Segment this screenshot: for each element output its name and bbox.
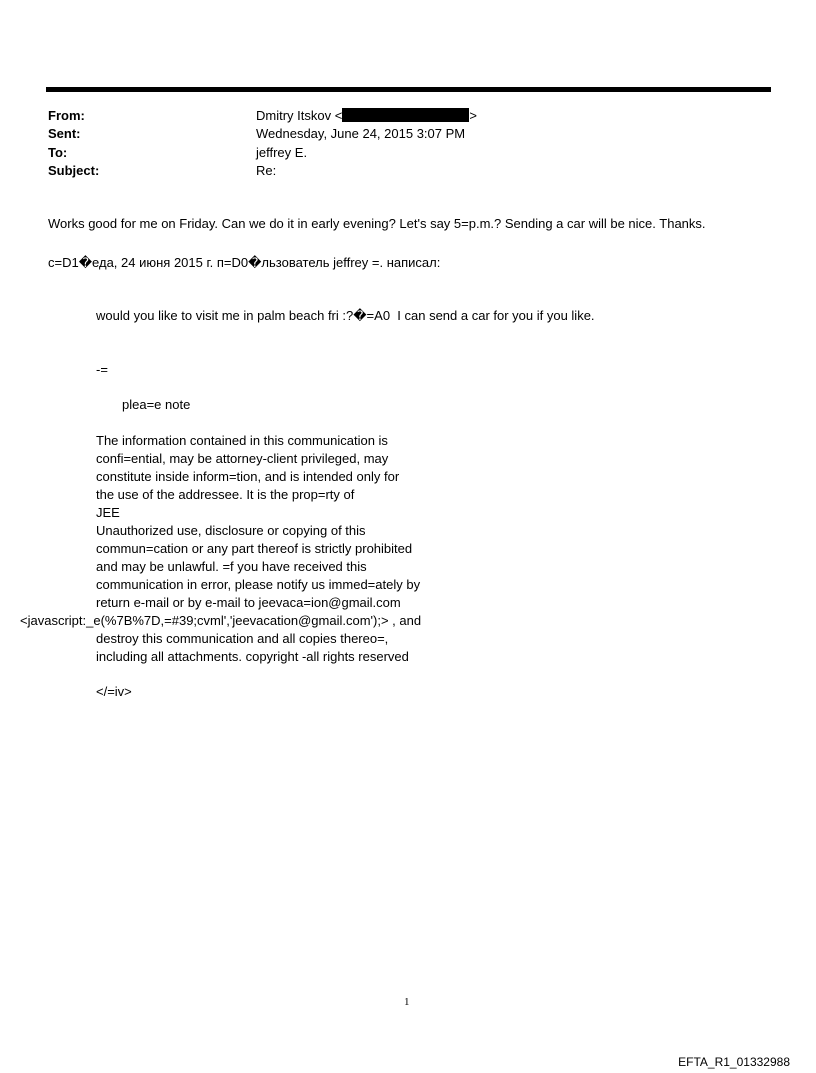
disclaimer-line: JEE [96, 505, 120, 520]
from-name: Dmitry Itskov < [256, 108, 343, 123]
subject-value: Re: [256, 163, 277, 178]
to-label: To: [48, 145, 68, 160]
redaction-box [342, 108, 469, 122]
disclaimer-line: constitute inside inform=tion, and is intended only for [96, 469, 400, 484]
sent-value: Wednesday, June 24, 2015 3:07 PM [256, 126, 466, 141]
quoted-message: would you like to visit me in palm beach fri :?�=A0 I can send a car for you if you like. [96, 308, 595, 323]
from-value [256, 107, 477, 125]
disclaimer-line: return e-mail or by e-mail to jeevaca=ion@gmail.com [96, 595, 401, 610]
disclaimer-line: communication in error, please notify us immed=ately by [96, 577, 421, 592]
please-note: plea=e note [122, 397, 191, 412]
disclaimer-line: confi=ential, may be attorney-client privileged, may [96, 451, 389, 466]
disclaimer-line: commun=cation or any part thereof is strictly prohibited [96, 541, 413, 556]
disclaimer-line: including all attachments. copyright -all rights reserved [96, 649, 409, 664]
disclaimer-line: the use of the addressee. It is the prop=rty of [96, 487, 355, 502]
to-value: jeffrey E. [256, 145, 308, 160]
header-rule [46, 87, 771, 92]
from-close: > [469, 108, 477, 123]
disclaimer-line: destroy this communication and all copies thereo=, [96, 631, 389, 646]
disclaimer-line: Unauthorized use, disclosure or copying of this [96, 523, 366, 538]
sent-label: Sent: [48, 126, 81, 141]
closing-tag: </=iv> [96, 684, 132, 699]
reply-text: Works good for me on Friday. Can we do it in early evening? Let's say 5=p.m.? Sending a car will be nice. Thanks. [48, 216, 706, 231]
page-number: 1 [404, 996, 410, 1008]
document-id: EFTA_R1_01332988 [678, 1055, 790, 1069]
subject-label: Subject: [48, 163, 100, 178]
signature-dash: -= [96, 362, 108, 377]
disclaimer-line: The information contained in this communication is [96, 433, 388, 448]
quote-header: c=D1�еда, 24 июня 2015 г. п=D0�льзователь jeffrey =. написал: [48, 255, 441, 270]
from-label: From: [48, 108, 85, 123]
javascript-line: <javascript:_e(%7B%7D,=#39;cvml','jeevacation@gmail.com');> , and [20, 613, 422, 628]
disclaimer-line: and may be unlawful. =f you have received this [96, 559, 367, 574]
